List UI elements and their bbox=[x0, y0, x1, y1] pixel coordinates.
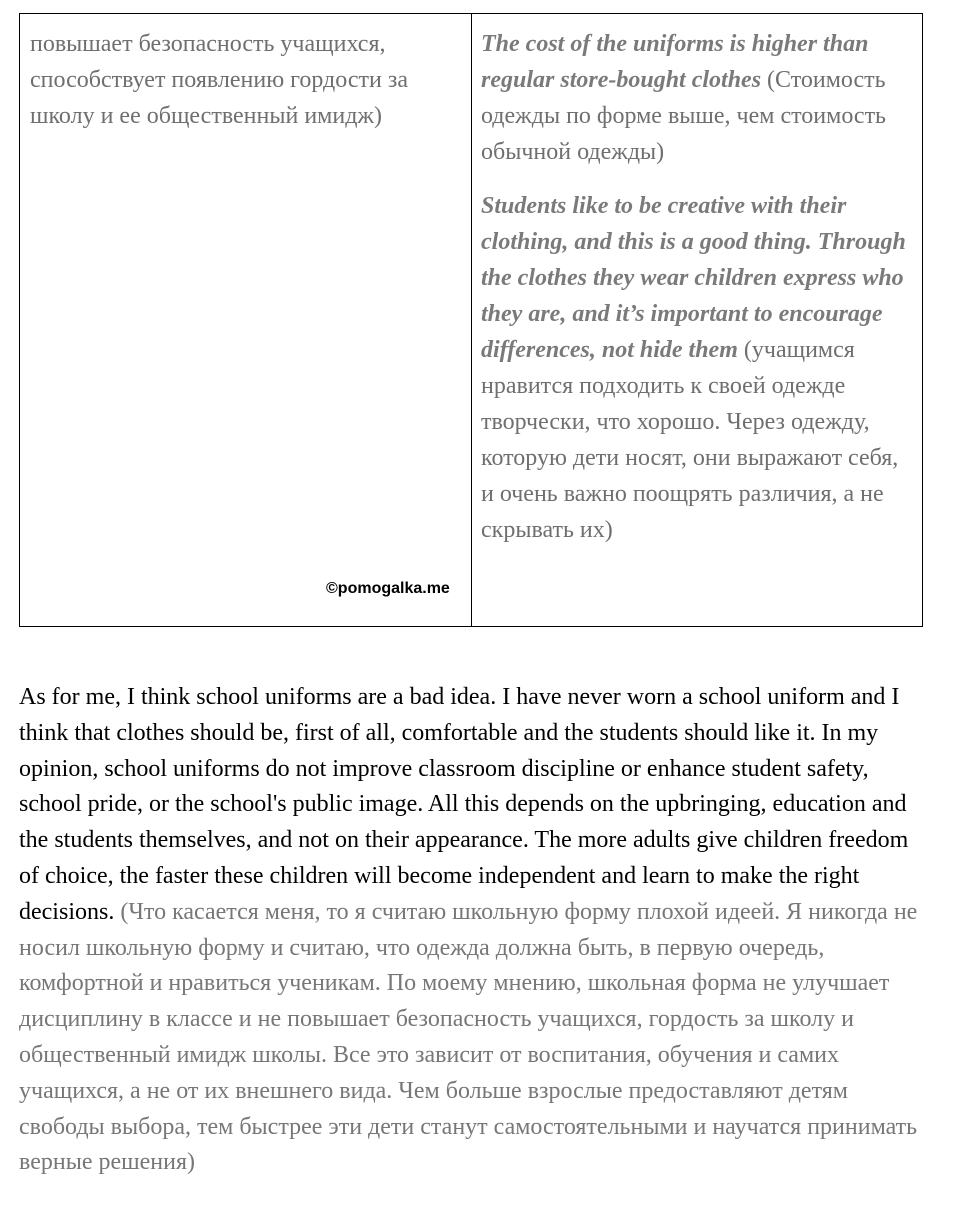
argument-paragraph bbox=[481, 188, 917, 548]
essay-russian: (Что касается меня, то я считаю школьную форму плохой идеей. Я никогда не носил школьную форму и считаю, что одежда должна быть, в первую очередь, комфортной и нравиться ученикам. По моему мнению, школьная форма не улучшает дисциплину в классе и не повышает безопасность учащихся, гордость за школу и общественный имидж школы. Все это зависит от воспитания, обучения и самих учащихся, а не от их внешнего вида. Чем больше взрослые предоставляют детям свободы выбора, тем быстрее эти дети станут самостоятельными и научатся принимать верные решения) bbox=[19, 898, 918, 1176]
essay-english: As for me, I think school uniforms are a bad idea. I have never worn a school uniform and I think that clothes should be, first of all, comfortable and the students should like it. In my opinion, school uniforms do not improve classroom discipline or enhance student safety, school pride, or the school's public image. All this depends on the upbringing, education and the students themselves, and not on their appearance. The more adults give children freedom of choice, the faster these children will become independent and learn to make the right decisions. bbox=[19, 684, 909, 925]
column-divider bbox=[471, 14, 472, 626]
arguments-table bbox=[19, 13, 923, 627]
argument-russian: (учащимся нравится подходить к своей одежде творчески, что хорошо. Через одежду, которую дети носят, они выражают себя, и очень важно поощрять различия, а не скрывать их) bbox=[481, 337, 899, 543]
watermark: ©pomogalka.me bbox=[326, 580, 450, 597]
argument-english: Students like to be creative with their clothing, and this is a good thing. Through the clothes they wear children express who they are, and it’s important to encourage differences, not hide them bbox=[481, 193, 906, 363]
argument-english: The cost of the uniforms is higher than regular store-bought clothes bbox=[481, 31, 869, 93]
table-cell-right bbox=[481, 26, 917, 548]
argument-russian: (Стоимость одежды по форме выше, чем стоимость обычной одежды) bbox=[481, 67, 886, 165]
essay-paragraph bbox=[19, 680, 925, 1181]
table-cell-left bbox=[30, 26, 462, 134]
argument-paragraph bbox=[481, 26, 917, 170]
left-cell-text: повышает безопасность учащихся, способствует появлению гордости за школу и ее общественный имидж) bbox=[30, 31, 408, 129]
